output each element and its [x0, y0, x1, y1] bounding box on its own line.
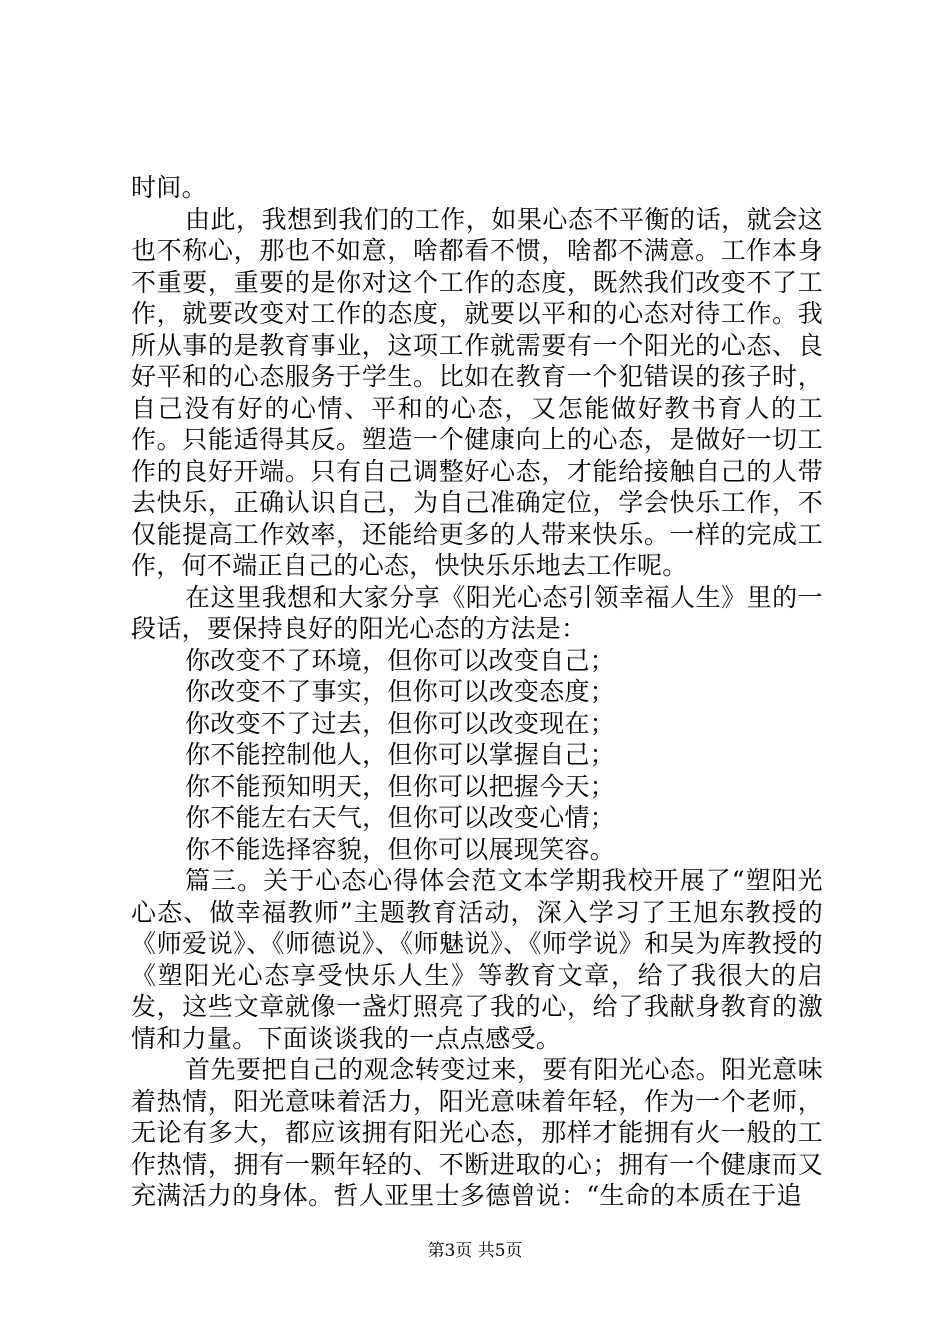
document-body: [131, 172, 823, 1212]
quote-line-environment: 你改变不了环境，但你可以改变自己；: [185, 645, 616, 675]
quote-line-weather: 你不能左右天气，但你可以改变心情；: [185, 803, 616, 832]
paragraph-share-intro: 在这里我想和大家分享《阳光心态引领幸福人生》里的一段话，要保持良好的阳光心态的方法是：: [131, 582, 823, 643]
quote-line-tomorrow: 你不能预知明天，但你可以把握今天；: [185, 771, 616, 801]
quote-line-others: 你不能控制他人，但你可以掌握自己；: [185, 740, 616, 769]
paragraph-continuation: 时间。: [131, 173, 207, 202]
paragraph-chapter-three: 篇三。关于心态心得体会范文本学期我校开展了“塑阳光心态、做幸福教师”主题教育活动，深入学习了王旭东教授的《师爱说》、《师德说》、《师魅说》、《师学说》和吴为库教授的《塑阳光心态享受快乐人生》等教育文章，给了我很大的启发，这些文章就像一盏灯照亮了我的心，给了我献身教育的激情和力量。下面谈谈我的一点点感受。: [131, 866, 823, 1053]
quote-line-past: 你改变不了过去，但你可以改变现在；: [185, 708, 616, 738]
quote-line-appearance: 你不能选择容貌，但你可以展现笑容。: [185, 834, 616, 864]
paragraph-sunny-mindset: 首先要把自己的观念转变过来，要有阳光心态。阳光意味着热情，阳光意味着活力，阳光意味着年轻，作为一个老师，无论有多大，都应该拥有阳光心态，那样才能拥有火一般的工作热情，拥有一颗年轻的、不断进取的心；拥有一个健康而又充满活力的身体。哲人亚里士多德曾说：“生命的本质在于追: [131, 1055, 823, 1210]
paragraph-work-attitude: 由此，我想到我们的工作，如果心态不平衡的话，就会这也不称心，那也不如意，啥都看不惯，啥都不满意。工作本身不重要，重要的是你对这个工作的态度，既然我们改变不了工作，就要改变对工作的态度，就要以平和的心态对待工作。我所从事的是教育事业，这项工作就需要有一个阳光的心态、良好平和的心态服务于学生。比如在教育一个犯错误的孩子时，自己没有好的心情、平和的心态，又怎能做好教书育人的工作。只能适得其反。塑造一个健康向上的心态，是做好一切工作的良好开端。只有自己调整好心态，才能给接触自己的人带去快乐，正确认识自己，为自己准确定位，学会快乐工作，不仅能提高工作效率，还能给更多的人带来快乐。一样的完成工作，何不端正自己的心态，快快乐乐地去工作呢。: [131, 204, 823, 580]
quote-line-facts: 你改变不了事实，但你可以改变态度；: [185, 677, 616, 706]
page-number-footer: 第3页 共5页: [427, 1241, 523, 1261]
